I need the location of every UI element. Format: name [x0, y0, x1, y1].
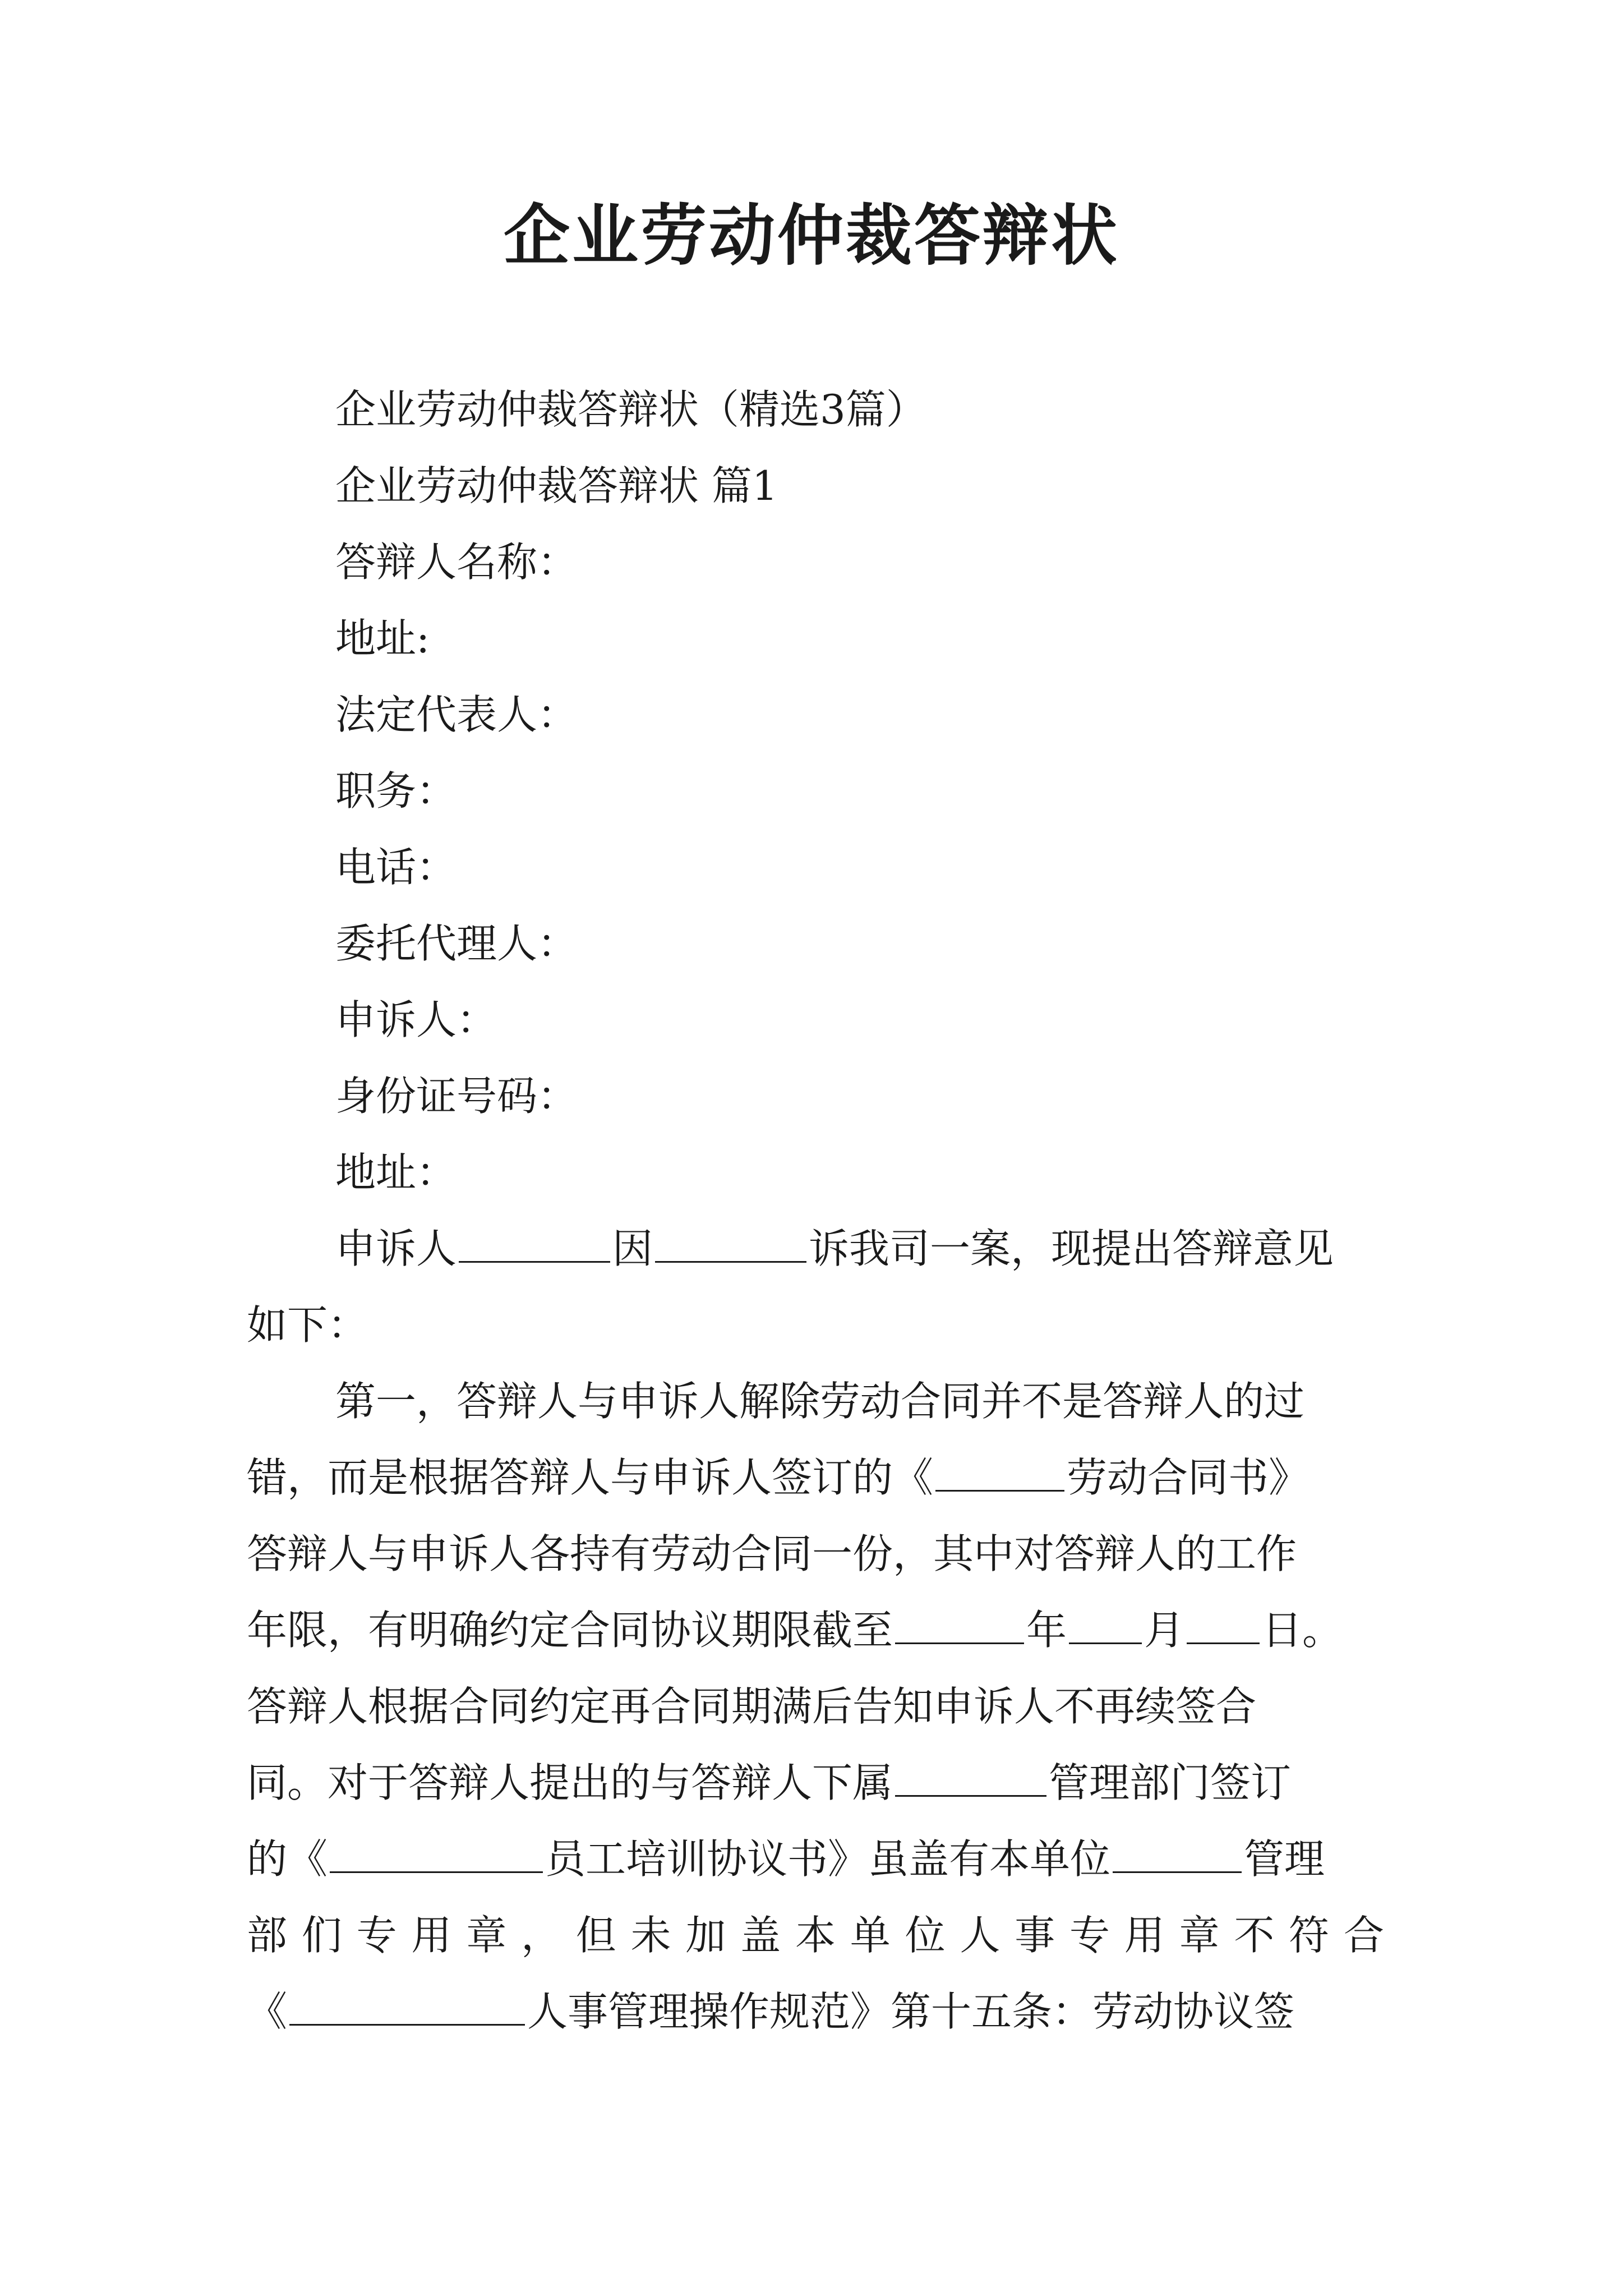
body-text: 诉我司一案，现提出答辩意见 [809, 1225, 1334, 1272]
body-text: 人事管理操作规范》第十五条：劳动协议签 [527, 1988, 1295, 2035]
body-char: 章 [466, 1912, 507, 1959]
body-char: 未 [630, 1912, 671, 1959]
body-line [247, 1450, 1309, 1506]
field-position: 职务： [335, 767, 457, 815]
body-line-justified [247, 1907, 1384, 1963]
body-char: 部 [247, 1912, 288, 1959]
body-char: 但 [575, 1912, 616, 1959]
fill-blank [289, 1989, 525, 2026]
fill-blank [1069, 1608, 1142, 1644]
body-line: 答辩人根据合同约定再合同期满后告知申诉人不再续签合 [247, 1683, 1257, 1730]
body-char: 用 [411, 1912, 452, 1959]
document-title: 企业劳动仲裁答辩状 [503, 196, 1119, 274]
body-text: 申诉人 [335, 1225, 457, 1272]
fill-blank [655, 1226, 806, 1263]
body-char: 专 [356, 1912, 397, 1959]
body-char: 位 [905, 1912, 946, 1959]
body-text: 年限，有明确约定合同协议期限截至 [247, 1607, 893, 1654]
fill-blank [895, 1608, 1024, 1644]
body-char: 合 [1343, 1912, 1384, 1959]
body-char: 加 [685, 1912, 726, 1959]
body-char: 不 [1234, 1912, 1275, 1959]
field-claimant: 申诉人： [335, 996, 497, 1043]
body-line [247, 1831, 1325, 1887]
fill-blank [895, 1760, 1046, 1797]
body-line: 如下： [247, 1301, 368, 1349]
body-text: 管理部门签订 [1049, 1759, 1292, 1806]
body-char: 本 [795, 1912, 836, 1959]
body-text: 员工培训协议书》虽盖有本单位 [545, 1835, 1111, 1883]
field-agent: 委托代理人： [335, 920, 578, 967]
body-text: 因 [612, 1225, 653, 1272]
fill-blank [330, 1837, 543, 1873]
subtitle: 企业劳动仲裁答辩状（精选3篇） [335, 386, 926, 433]
body-line [247, 1984, 1294, 2040]
body-char: 们 [301, 1912, 342, 1959]
body-char: 人 [960, 1912, 1000, 1959]
section-heading: 企业劳动仲裁答辩状 篇1 [335, 462, 778, 509]
body-text: 管理 [1244, 1835, 1325, 1883]
field-address: 地址: [335, 615, 430, 662]
body-char: 用 [1124, 1912, 1165, 1959]
fill-blank [1187, 1608, 1260, 1644]
body-char: 专 [1069, 1912, 1110, 1959]
body-char: ， [520, 1912, 561, 1959]
body-text: 年 [1026, 1607, 1067, 1654]
body-text: 劳动合同书》 [1067, 1454, 1310, 1501]
body-char: 符 [1289, 1912, 1330, 1959]
body-line [335, 1221, 1334, 1277]
body-text: 《 [247, 1988, 288, 2035]
body-line [247, 1755, 1291, 1811]
field-address-claimant: 地址： [335, 1149, 457, 1196]
body-line: 第一，答辩人与申诉人解除劳动合同并不是答辩人的过 [335, 1378, 1305, 1425]
fill-blank [1113, 1837, 1242, 1873]
field-id-number: 身份证号码： [335, 1073, 578, 1120]
field-phone: 电话： [335, 844, 457, 891]
body-line: 答辩人与申诉人各持有劳动合同一份，其中对答辩人的工作 [247, 1530, 1297, 1577]
body-line [247, 1602, 1343, 1658]
body-char: 事 [1015, 1912, 1055, 1959]
body-text: 的《 [247, 1835, 328, 1883]
fill-blank [935, 1455, 1064, 1492]
body-char: 章 [1179, 1912, 1220, 1959]
field-legal-rep: 法定代表人： [335, 691, 578, 738]
body-text: 同。对于答辩人提出的与答辩人下属 [247, 1759, 893, 1806]
fill-blank [459, 1226, 610, 1263]
body-char: 盖 [740, 1912, 781, 1959]
body-text: 错，而是根据答辩人与申诉人签订的《 [247, 1454, 934, 1501]
body-text: 日。 [1262, 1607, 1343, 1654]
body-char: 单 [850, 1912, 891, 1959]
field-respondent-name: 答辩人名称： [335, 539, 578, 586]
body-text: 月 [1144, 1607, 1185, 1654]
